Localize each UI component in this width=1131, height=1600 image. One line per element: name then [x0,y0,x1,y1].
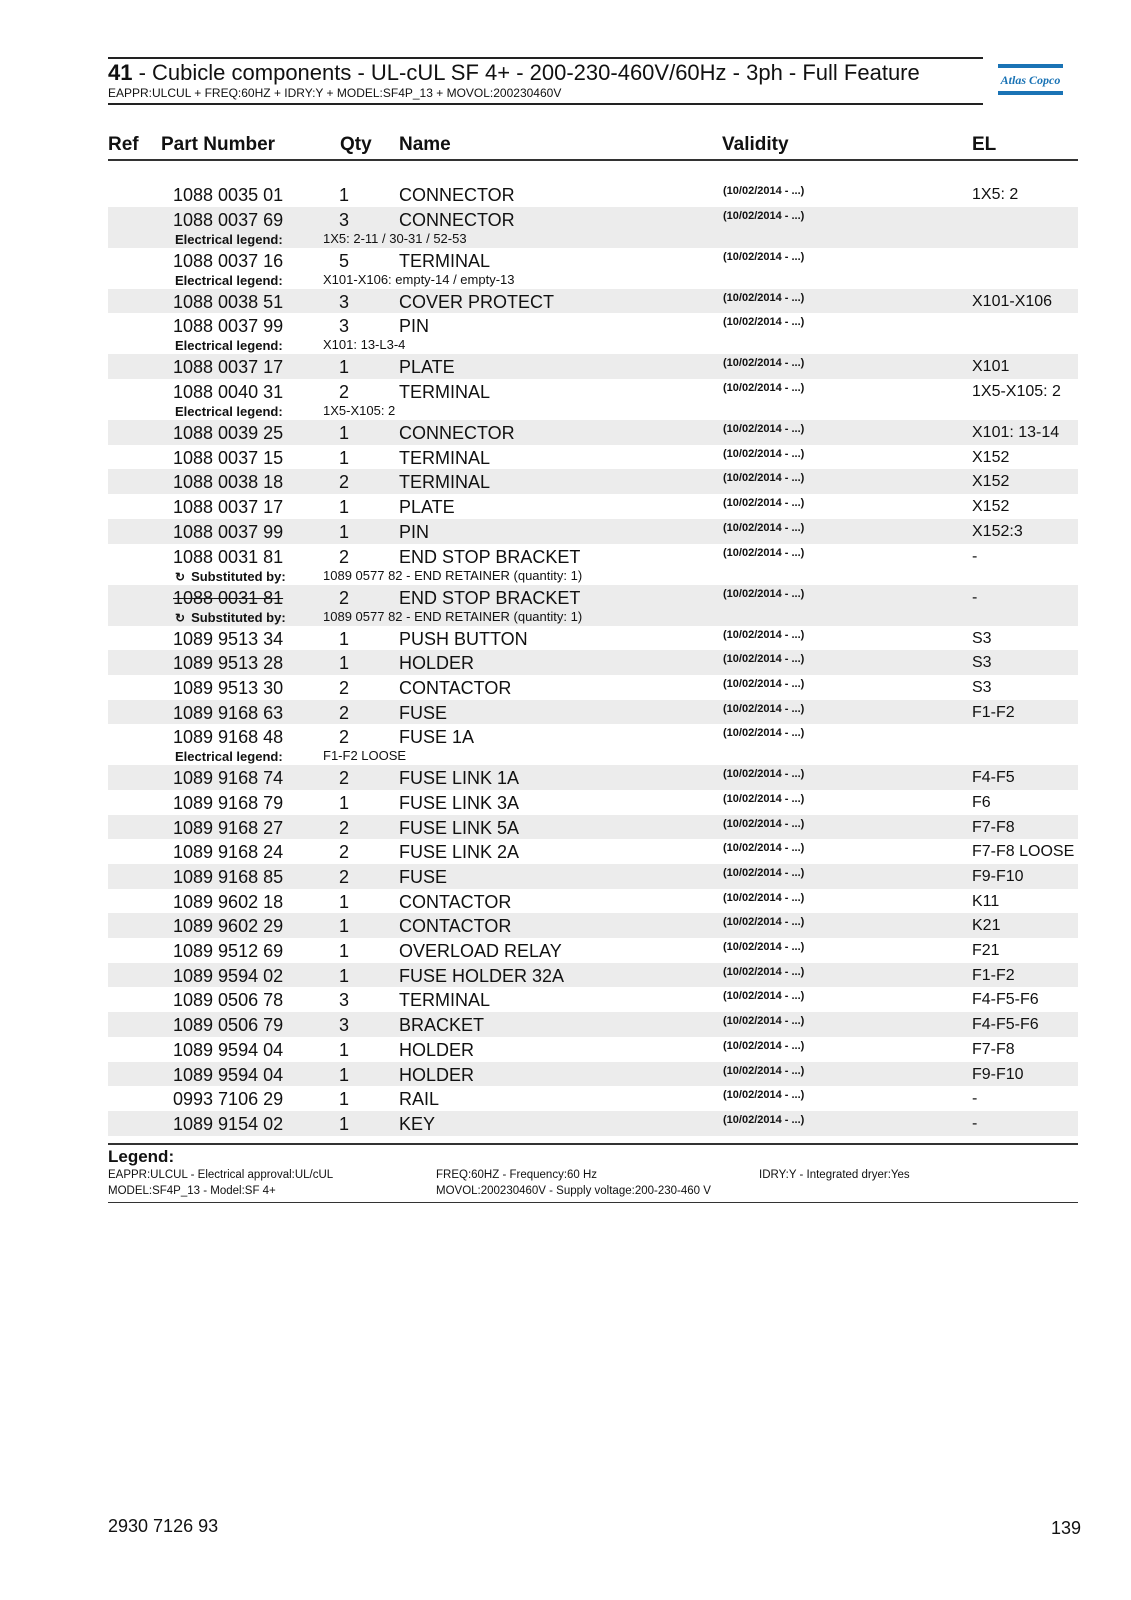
table-row [108,313,1078,354]
table-header [108,131,1078,161]
table-row [108,519,1078,544]
validity: (10/02/2014 - ...) [723,587,805,600]
page-number: 139 [1050,1518,1081,1538]
part-number: 1089 9168 27 [173,817,284,838]
electrical-legend-label [175,232,283,247]
quantity: 1 [338,357,349,378]
part-name: FUSE HOLDER 32A [399,965,565,986]
quantity: 1 [338,965,349,986]
validity: (10/02/2014 - ...) [723,727,805,740]
table-row [108,765,1078,790]
part-name: CONNECTOR [399,423,515,444]
quantity: 1 [338,497,349,518]
validity: (10/02/2014 - ...) [723,1113,805,1126]
quantity: 1 [338,653,349,674]
table-row [108,1012,1078,1037]
part-name: FUSE 1A [399,727,475,748]
note-label-text: Substituted by: [191,609,286,625]
quantity: 2 [338,867,349,887]
table-row [108,815,1078,840]
validity: (10/02/2014 - ...) [723,209,805,222]
document-number: 2930 7126 93 [108,1516,219,1536]
electrical-legend-label [175,273,283,288]
electrical-legend-ref: F7-F8 LOOSE [972,843,1075,861]
table-row [108,1086,1078,1111]
validity: (10/02/2014 - ...) [723,1039,805,1052]
part-number: 1089 9168 24 [173,842,284,863]
col-validity: Validity [722,134,789,155]
part-name: HOLDER [399,1064,475,1085]
quantity: 2 [338,677,349,698]
table-row [108,354,1078,379]
parts-table [108,131,1078,1136]
part-name: RAIL [399,1089,440,1110]
validity: (10/02/2014 - ...) [723,1064,805,1077]
electrical-legend-ref: K21 [972,917,1001,935]
table-row [108,289,1078,314]
part-number: 1088 0040 31 [173,382,284,403]
part-name: HOLDER [399,1039,475,1060]
electrical-legend-ref: - [972,1090,978,1108]
part-name: END STOP BRACKET [399,587,581,608]
validity: (10/02/2014 - ...) [723,916,805,929]
part-number: 1089 9512 69 [173,941,284,962]
part-name: CONNECTOR [399,209,515,230]
validity: (10/02/2014 - ...) [723,628,805,641]
refresh-icon: ↻ [175,569,186,584]
quantity: 2 [338,817,349,838]
electrical-legend-ref: X152 [972,473,1010,491]
validity: (10/02/2014 - ...) [723,677,805,690]
validity: (10/02/2014 - ...) [723,357,805,370]
substituted-label [175,569,286,585]
col-el: EL [972,134,997,155]
quantity: 2 [338,768,349,789]
table-row [108,963,1078,988]
electrical-legend-ref: F6 [972,793,991,811]
electrical-legend-ref: 1X5: 2 [972,186,1019,203]
part-name: COVER PROTECT [399,291,555,312]
quantity: 1 [338,185,349,205]
part-name: PIN [399,316,430,337]
quantity: 2 [338,587,349,608]
validity: (10/02/2014 - ...) [723,702,805,715]
electrical-legend-ref: F1-F2 [972,703,1015,721]
part-name: FUSE LINK 5A [399,817,520,838]
electrical-legend-ref: F9-F10 [972,868,1024,885]
part-name: KEY [399,1113,436,1134]
validity: (10/02/2014 - ...) [723,472,805,485]
part-name: TERMINAL [399,447,491,468]
note-label-text: Electrical legend: [175,272,283,288]
electrical-legend-ref: X101-X106 [972,292,1053,310]
part-number: 1088 0037 15 [173,447,284,468]
electrical-legend-ref: X152 [972,448,1010,466]
table-row [108,650,1078,675]
part-number: 1089 9594 04 [173,1064,284,1085]
part-number: 1089 9594 04 [173,1039,284,1060]
quantity: 1 [338,1039,349,1060]
legend [108,1143,1078,1203]
quantity: 2 [338,472,349,493]
note-label-text: Electrical legend: [175,231,283,247]
part-name: TERMINAL [399,250,491,271]
note-label-text: Electrical legend: [175,749,283,765]
table-row [108,889,1078,914]
quantity: 1 [338,1113,349,1134]
electrical-legend-ref: X101 [972,358,1010,376]
part-number: 1088 0037 69 [173,209,284,230]
electrical-legend-ref: F4-F5-F6 [972,991,1039,1009]
validity: (10/02/2014 - ...) [723,447,805,460]
table-row [108,839,1078,864]
page-title [108,60,983,86]
quantity: 1 [338,628,349,649]
validity: (10/02/2014 - ...) [723,941,805,954]
validity: (10/02/2014 - ...) [723,842,805,855]
part-number: 1088 0038 18 [173,472,284,493]
validity: (10/02/2014 - ...) [723,792,805,805]
quantity: 2 [338,702,349,723]
electrical-legend-ref: F7-F8 [972,1040,1015,1058]
part-number: 1089 0506 79 [173,1015,284,1036]
part-number: 1089 9602 18 [173,891,284,912]
note-value: 1089 0577 82 - END RETAINER (quantity: 1) [323,567,583,583]
note-value: 1089 0577 82 - END RETAINER (quantity: 1) [323,608,583,624]
electrical-legend-ref: S3 [972,678,992,696]
table-row [108,626,1078,651]
validity: (10/02/2014 - ...) [723,497,805,510]
part-name: TERMINAL [399,472,491,493]
note-value: 1X5-X105: 2 [323,403,396,419]
electrical-legend-ref: K11 [972,892,1000,910]
quantity: 2 [338,546,349,567]
part-number: 1089 9168 48 [173,727,284,748]
quantity: 2 [338,842,349,863]
note-label-text: Electrical legend: [175,404,283,420]
table-row [108,790,1078,815]
validity: (10/02/2014 - ...) [723,1015,805,1028]
part-number: 1089 9154 02 [173,1113,284,1134]
part-number: 1089 9168 74 [173,768,284,789]
part-name: FUSE LINK 1A [399,768,520,789]
part-number: 1089 9602 29 [173,916,284,937]
legend-item: MODEL:SF4P_13 - Model:SF 4+ [108,1185,276,1197]
validity: (10/02/2014 - ...) [723,653,805,666]
electrical-legend-ref: 1X5-X105: 2 [972,383,1061,401]
table-row [108,987,1078,1012]
electrical-legend-ref: F7-F8 [972,818,1015,836]
part-name: FUSE [399,702,448,723]
note-value: F1-F2 LOOSE [323,748,407,764]
table-row [108,1037,1078,1062]
section-number: 41 [108,60,133,85]
part-name: CONTACTOR [399,677,512,698]
validity: (10/02/2014 - ...) [723,891,805,904]
table-row [108,864,1078,889]
electrical-legend-ref: S3 [972,654,992,672]
part-number: 1089 0506 78 [173,990,284,1011]
validity: (10/02/2014 - ...) [723,546,805,559]
col-ref: Ref [108,134,139,155]
part-name: FUSE LINK 2A [399,842,520,863]
electrical-legend-ref: X152:3 [972,522,1023,540]
quantity: 1 [338,1064,349,1085]
validity: (10/02/2014 - ...) [723,291,805,304]
table-row [108,445,1078,470]
part-number: 1088 0035 01 [173,185,284,205]
part-number: 1088 0037 17 [173,497,284,518]
validity: (10/02/2014 - ...) [723,316,805,329]
part-number: 1088 0038 51 [173,291,284,312]
electrical-legend-label [175,338,283,353]
section-title: - Cubicle components - UL-cUL SF 4+ - 200-230-460V/60Hz - 3ph - Full Feature [132,60,920,85]
quantity: 1 [338,423,349,444]
table-row [108,469,1078,494]
quantity: 1 [338,891,349,912]
part-name: CONNECTOR [399,185,515,205]
atlas-copco-logo [998,64,1063,95]
quantity: 1 [338,447,349,468]
electrical-legend-ref: F21 [972,942,1000,960]
electrical-legend-ref: F9-F10 [972,1065,1024,1083]
electrical-legend-ref: - [972,1114,978,1132]
electrical-legend-ref: - [972,588,978,606]
part-name: FUSE LINK 3A [399,792,520,813]
electrical-legend-ref: X101: 13-14 [972,424,1060,442]
legend-item: MOVOL:200230460V - Supply voltage:200-230-460 V [436,1185,711,1197]
legend-item: FREQ:60HZ - Frequency:60 Hz [436,1169,598,1181]
refresh-icon: ↻ [175,610,186,625]
part-number: 1088 0037 99 [173,521,284,542]
electrical-legend-ref: F1-F2 [972,966,1015,984]
table-row [108,248,1078,289]
quantity: 1 [338,521,349,542]
part-number: 1089 9594 02 [173,965,284,986]
quantity: 1 [338,1089,349,1110]
part-name: CONTACTOR [399,916,512,937]
quantity: 3 [338,990,349,1011]
quantity: 3 [338,291,349,312]
table-row [108,494,1078,519]
validity: (10/02/2014 - ...) [723,990,805,1003]
part-number: 1089 9513 34 [173,628,284,649]
validity: (10/02/2014 - ...) [723,867,805,879]
part-name: TERMINAL [399,990,491,1011]
part-name: PUSH BUTTON [399,628,528,649]
legend-item: EAPPR:ULCUL - Electrical approval:UL/cUL [108,1169,334,1181]
table-row [108,544,1078,585]
quantity: 1 [338,941,349,962]
part-number: 1089 9168 85 [173,867,284,887]
table-row [108,700,1078,725]
electrical-legend-ref: S3 [972,629,992,647]
validity: (10/02/2014 - ...) [723,250,805,263]
quantity: 3 [338,316,349,337]
part-name: PLATE [399,497,455,518]
part-name: FUSE [399,867,448,887]
validity: (10/02/2014 - ...) [723,817,805,830]
part-number: 1088 0037 99 [173,316,284,337]
electrical-legend-ref: X152 [972,498,1010,516]
validity: (10/02/2014 - ...) [723,382,805,395]
substituted-label [175,610,286,626]
part-name: BRACKET [399,1015,485,1036]
table-row [108,207,1078,248]
col-name: Name [399,134,451,155]
electrical-legend-ref: F4-F5-F6 [972,1016,1039,1034]
table-row [108,182,1078,207]
table-body [108,182,1078,1136]
part-name: PLATE [399,357,455,378]
table-row [108,938,1078,963]
table-row [108,675,1078,700]
table-row [108,585,1078,626]
part-number: 1089 9168 79 [173,792,284,813]
part-number: 1089 9168 63 [173,702,284,723]
part-number: 0993 7106 29 [173,1089,284,1110]
part-name: OVERLOAD RELAY [399,941,562,962]
logo-text: Atlas Copco [1000,73,1061,87]
quantity: 1 [338,792,349,813]
table-row [108,913,1078,938]
electrical-legend-label [175,404,283,419]
legend-item: IDRY:Y - Integrated dryer:Yes [759,1169,910,1181]
legend-title: Legend: [108,1147,175,1166]
note-label-text: Substituted by: [191,568,286,584]
electrical-legend-ref: - [972,547,978,565]
validity: (10/02/2014 - ...) [723,768,805,781]
part-number: 1088 0031 81 [173,587,284,608]
electrical-legend-label [175,749,283,764]
table-row [108,724,1078,765]
part-name: END STOP BRACKET [399,546,581,567]
part-number: 1088 0039 25 [173,423,284,444]
electrical-legend-ref: F4-F5 [972,769,1015,787]
table-row [108,379,1078,420]
part-number: 1088 0037 17 [173,357,284,378]
part-name: CONTACTOR [399,891,512,912]
part-name: HOLDER [399,653,475,674]
validity: (10/02/2014 - ...) [723,423,805,436]
col-qty: Qty [340,134,372,155]
part-number: 1089 9513 30 [173,677,284,698]
page-subtitle: EAPPR:ULCUL + FREQ:60HZ + IDRY:Y + MODEL:SF4P_13 + MOVOL:200230460V [108,86,562,100]
note-value: 1X5: 2-11 / 30-31 / 52-53 [323,230,467,246]
page-header [108,57,983,105]
note-value: X101-X106: empty-14 / empty-13 [323,271,515,287]
part-number: 1089 9513 28 [173,653,284,674]
quantity: 3 [338,1015,349,1036]
table-row [108,1111,1078,1136]
quantity: 5 [338,250,349,271]
quantity: 2 [338,727,349,748]
quantity: 2 [338,382,349,403]
part-number: 1088 0031 81 [173,546,284,567]
quantity: 3 [338,209,349,230]
part-name: TERMINAL [399,382,491,403]
part-name: PIN [399,521,430,542]
note-value: X101: 13-L3-4 [323,337,406,353]
quantity: 1 [338,916,349,937]
part-number: 1088 0037 16 [173,250,284,271]
col-part-number: Part Number [161,134,276,155]
note-label-text: Electrical legend: [175,338,283,354]
validity: (10/02/2014 - ...) [723,1089,805,1102]
validity: (10/02/2014 - ...) [723,185,805,197]
validity: (10/02/2014 - ...) [723,965,805,978]
validity: (10/02/2014 - ...) [723,521,805,534]
table-row [108,1062,1078,1087]
table-row [108,420,1078,445]
